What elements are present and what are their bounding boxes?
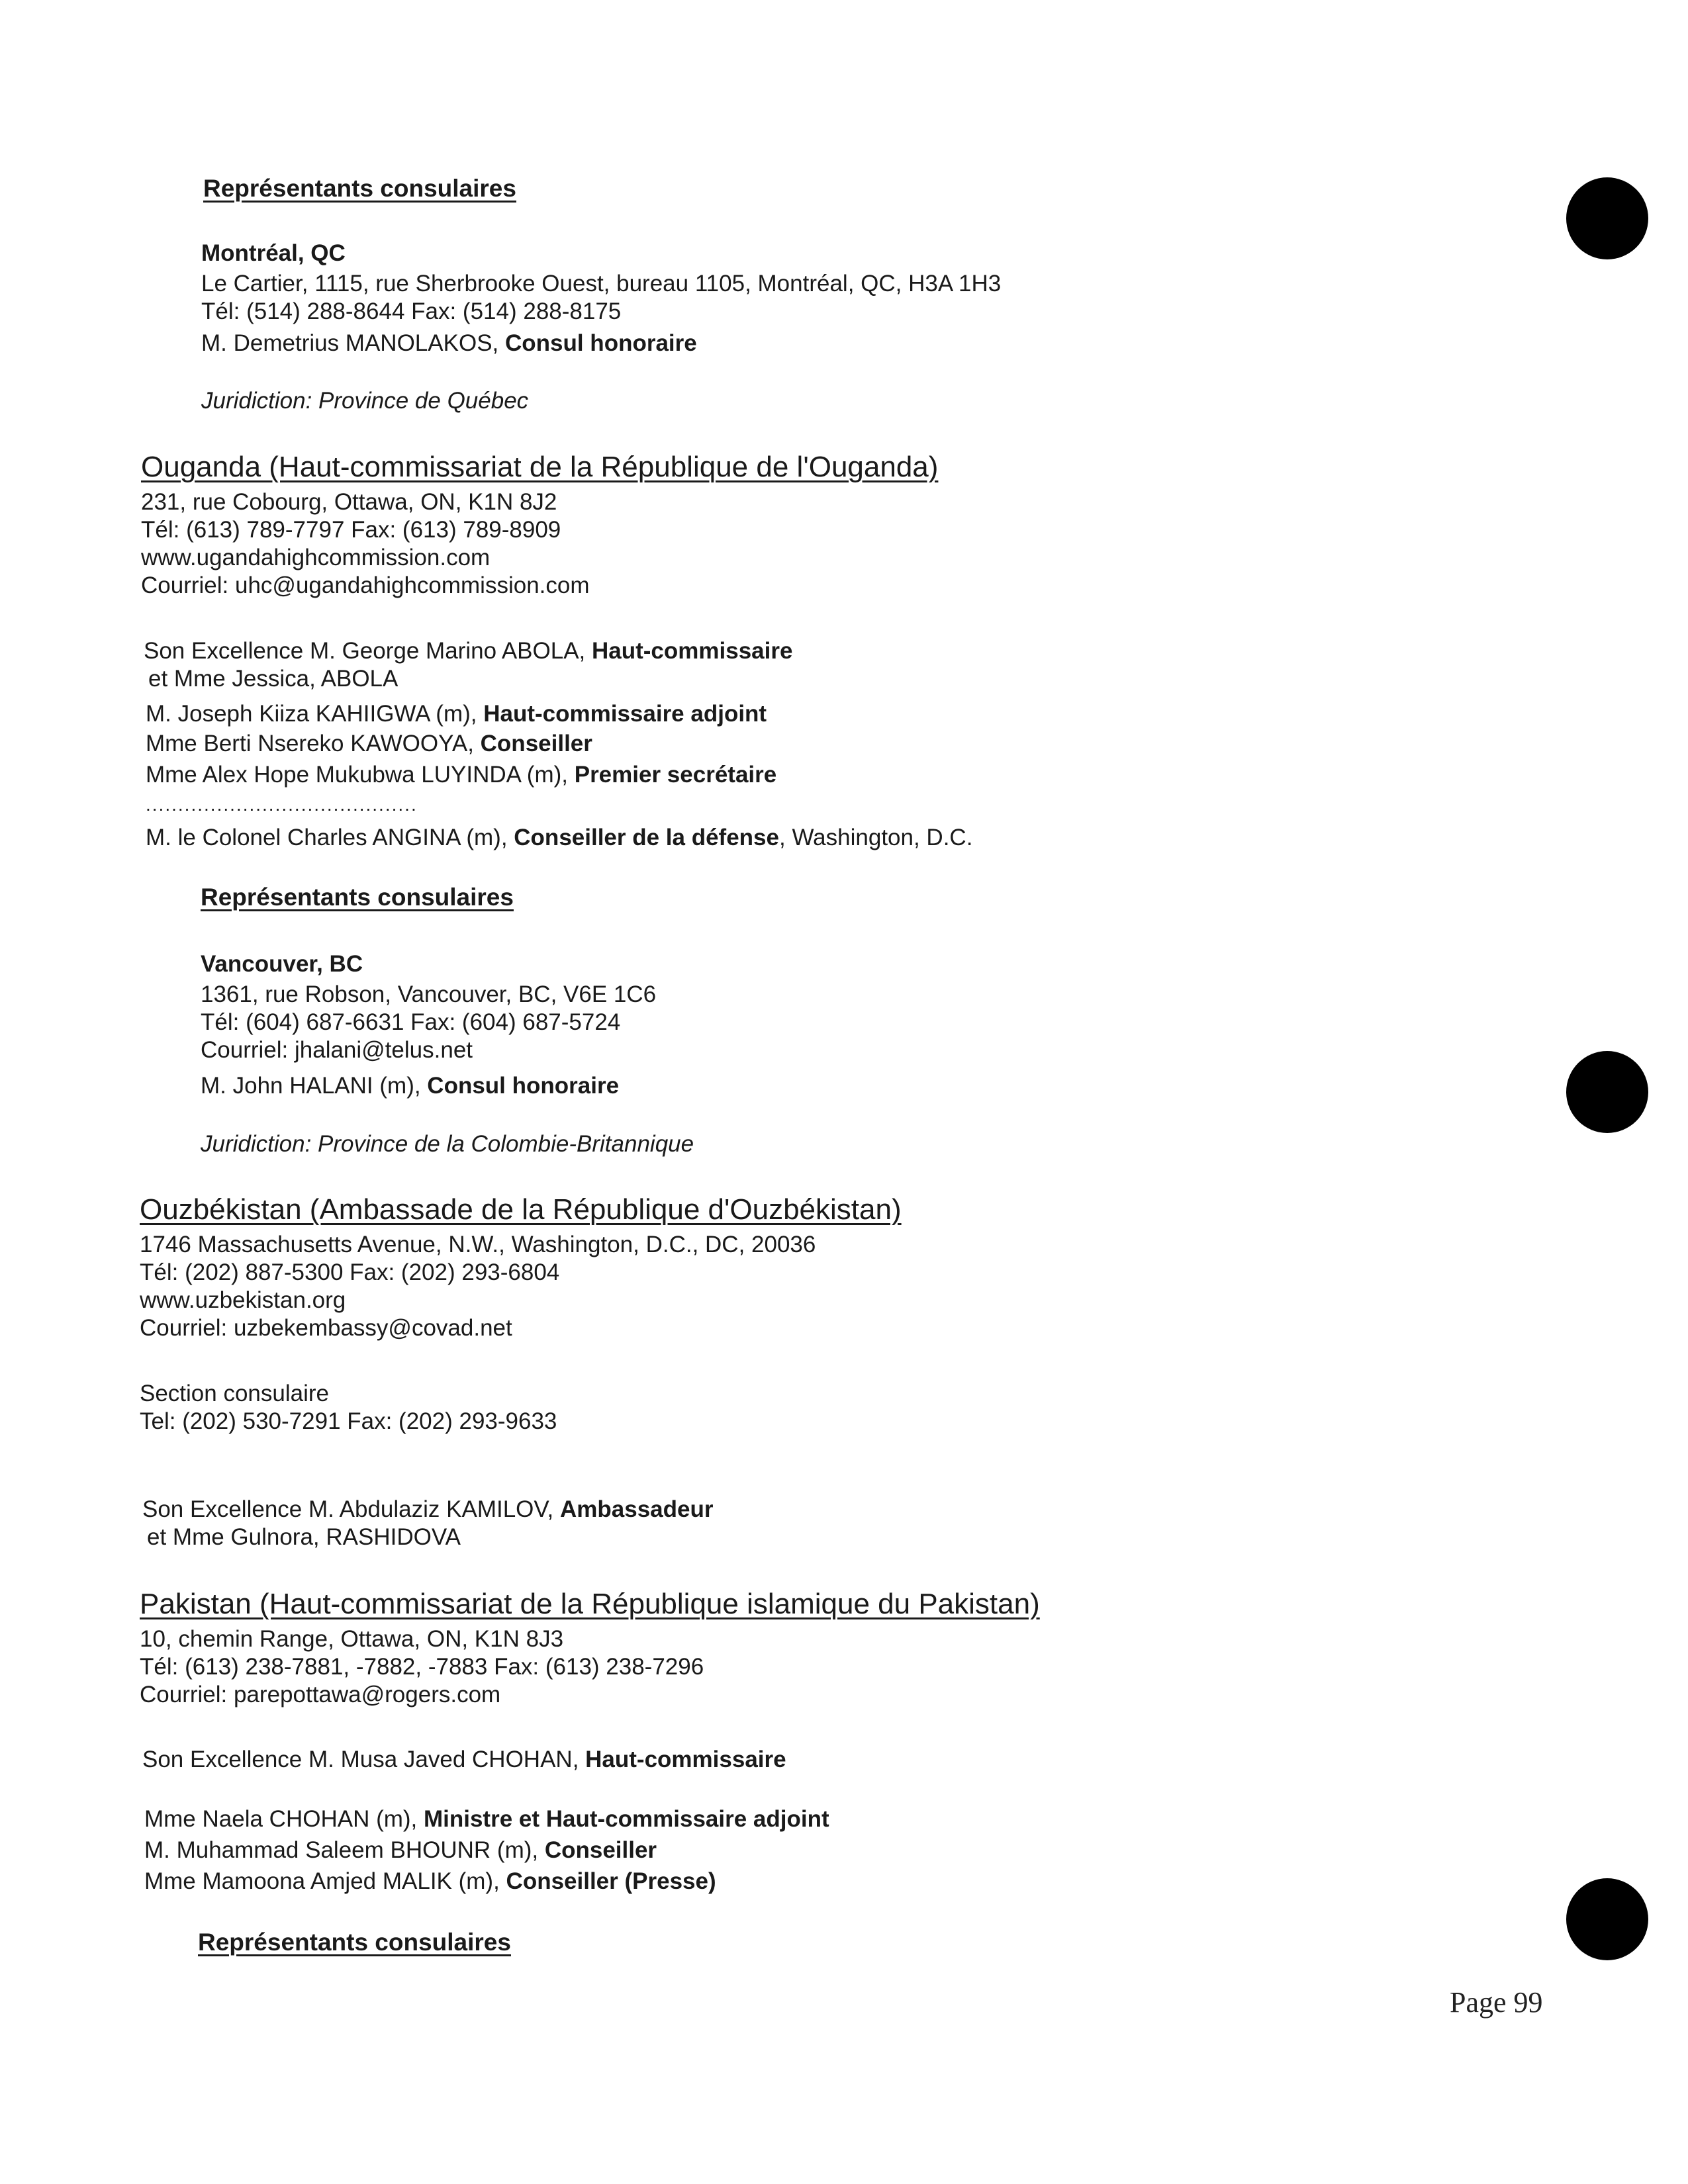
person-name: M. Demetrius MANOLAKOS, <box>201 330 505 356</box>
uganda-email: Courriel: uhc@ugandahighcommission.com <box>141 572 590 598</box>
person-title: Haut-commissaire <box>585 1747 786 1772</box>
pakistan-person-3 <box>144 1837 657 1864</box>
section-heading-consular: Représentants consulaires <box>203 175 516 202</box>
person-name: Mme Mamoona Amjed MALIK (m), <box>144 1868 506 1894</box>
person-name: Son Excellence M. Musa Javed CHOHAN, <box>142 1747 586 1772</box>
uzbekistan-person-1 <box>142 1496 713 1524</box>
uzbekistan-consular-phone: Tel: (202) 530-7291 Fax: (202) 293-9633 <box>140 1408 557 1434</box>
consular-jurisdiction: Juridiction: Province de la Colombie-Britannique <box>201 1131 694 1157</box>
pakistan-person-4 <box>144 1868 716 1895</box>
punch-hole-bottom <box>1566 1878 1648 1960</box>
person-title: Haut-commissaire <box>592 638 793 664</box>
person-name: Mme Berti Nsereko KAWOOYA, <box>146 731 481 756</box>
consular-person <box>201 330 697 357</box>
separator-dots: .......................................... <box>146 794 418 815</box>
pakistan-phone: Tél: (613) 238-7881, -7882, -7883 Fax: (613) 238-7296 <box>140 1654 704 1680</box>
uganda-person-1 <box>144 637 792 665</box>
person-name: M. Joseph Kiiza KAHIIGWA (m), <box>146 701 484 727</box>
uzbekistan-website: www.uzbekistan.org <box>140 1287 346 1313</box>
person-name: M. le Colonel Charles ANGINA (m), <box>146 825 514 850</box>
person-location: , Washington, D.C. <box>779 825 973 850</box>
uganda-phone: Tél: (613) 789-7797 Fax: (613) 789-8909 <box>141 517 561 543</box>
country-title-uzbekistan: Ouzbékistan (Ambassade de la République d'Ouzbékistan) <box>140 1193 902 1226</box>
uganda-person-3 <box>146 730 592 758</box>
uganda-person-2 <box>146 700 767 728</box>
person-title: Premier secrétaire <box>574 762 777 788</box>
pakistan-person-1 <box>142 1746 786 1774</box>
consular-city: Montréal, QC <box>201 240 346 266</box>
uganda-address: 231, rue Cobourg, Ottawa, ON, K1N 8J2 <box>141 489 557 515</box>
pakistan-person-2 <box>144 1805 829 1833</box>
uganda-person-5 <box>146 824 972 852</box>
person-title: Ministre et Haut-commissaire adjoint <box>423 1806 829 1832</box>
person-name: M. Muhammad Saleem BHOUNR (m), <box>144 1837 545 1863</box>
person-title: Conseiller de la défense <box>514 825 779 850</box>
uzbekistan-address: 1746 Massachusetts Avenue, N.W., Washington, D.C., DC, 20036 <box>140 1232 816 1257</box>
consular-address: Le Cartier, 1115, rue Sherbrooke Ouest, bureau 1105, Montréal, QC, H3A 1H3 <box>201 271 1002 296</box>
person-title: Ambassadeur <box>559 1496 714 1522</box>
person-title: Consul honoraire <box>504 330 697 356</box>
person-name: Mme Alex Hope Mukubwa LUYINDA (m), <box>146 762 575 788</box>
consular-phone: Tél: (514) 288-8644 Fax: (514) 288-8175 <box>201 298 622 324</box>
pakistan-email: Courriel: parepottawa@rogers.com <box>140 1682 501 1707</box>
uzbekistan-consular-section: Section consulaire <box>140 1381 329 1406</box>
uganda-person-1-spouse: et Mme Jessica, ABOLA <box>148 666 399 692</box>
country-title-pakistan: Pakistan (Haut-commissariat de la République islamique du Pakistan) <box>140 1588 1040 1620</box>
consular-person <box>201 1072 619 1100</box>
person-name: Son Excellence M. George Marino ABOLA, <box>144 638 592 664</box>
person-title: Conseiller <box>480 731 592 756</box>
person-name: Mme Naela CHOHAN (m), <box>144 1806 424 1832</box>
consular-phone: Tél: (604) 687-6631 Fax: (604) 687-5724 <box>201 1009 621 1035</box>
person-name: Son Excellence M. Abdulaziz KAMILOV, <box>142 1496 560 1522</box>
consular-jurisdiction: Juridiction: Province de Québec <box>201 388 529 414</box>
punch-hole-middle <box>1566 1051 1648 1133</box>
uganda-person-4 <box>146 761 776 789</box>
person-title: Consul honoraire <box>427 1073 620 1099</box>
person-title: Conseiller (Presse) <box>506 1868 716 1894</box>
uzbekistan-phone: Tél: (202) 887-5300 Fax: (202) 293-6804 <box>140 1259 560 1285</box>
consular-email: Courriel: jhalani@telus.net <box>201 1037 473 1063</box>
uganda-website: www.ugandahighcommission.com <box>141 545 491 570</box>
consular-address: 1361, rue Robson, Vancouver, BC, V6E 1C6 <box>201 981 657 1007</box>
page-number: Page 99 <box>1450 1986 1543 2019</box>
section-heading-consular: Représentants consulaires <box>198 1929 511 1956</box>
section-heading-consular: Représentants consulaires <box>201 884 514 911</box>
person-name: M. John HALANI (m), <box>201 1073 428 1099</box>
person-title: Conseiller <box>544 1837 657 1863</box>
uzbekistan-person-1-spouse: et Mme Gulnora, RASHIDOVA <box>147 1524 461 1550</box>
punch-hole-top <box>1566 177 1648 259</box>
person-title: Haut-commissaire adjoint <box>483 701 767 727</box>
country-title-uganda: Ouganda (Haut-commissariat de la République de l'Ouganda) <box>141 451 939 483</box>
uzbekistan-email: Courriel: uzbekembassy@covad.net <box>140 1315 512 1341</box>
consular-city: Vancouver, BC <box>201 951 363 977</box>
pakistan-address: 10, chemin Range, Ottawa, ON, K1N 8J3 <box>140 1626 564 1652</box>
